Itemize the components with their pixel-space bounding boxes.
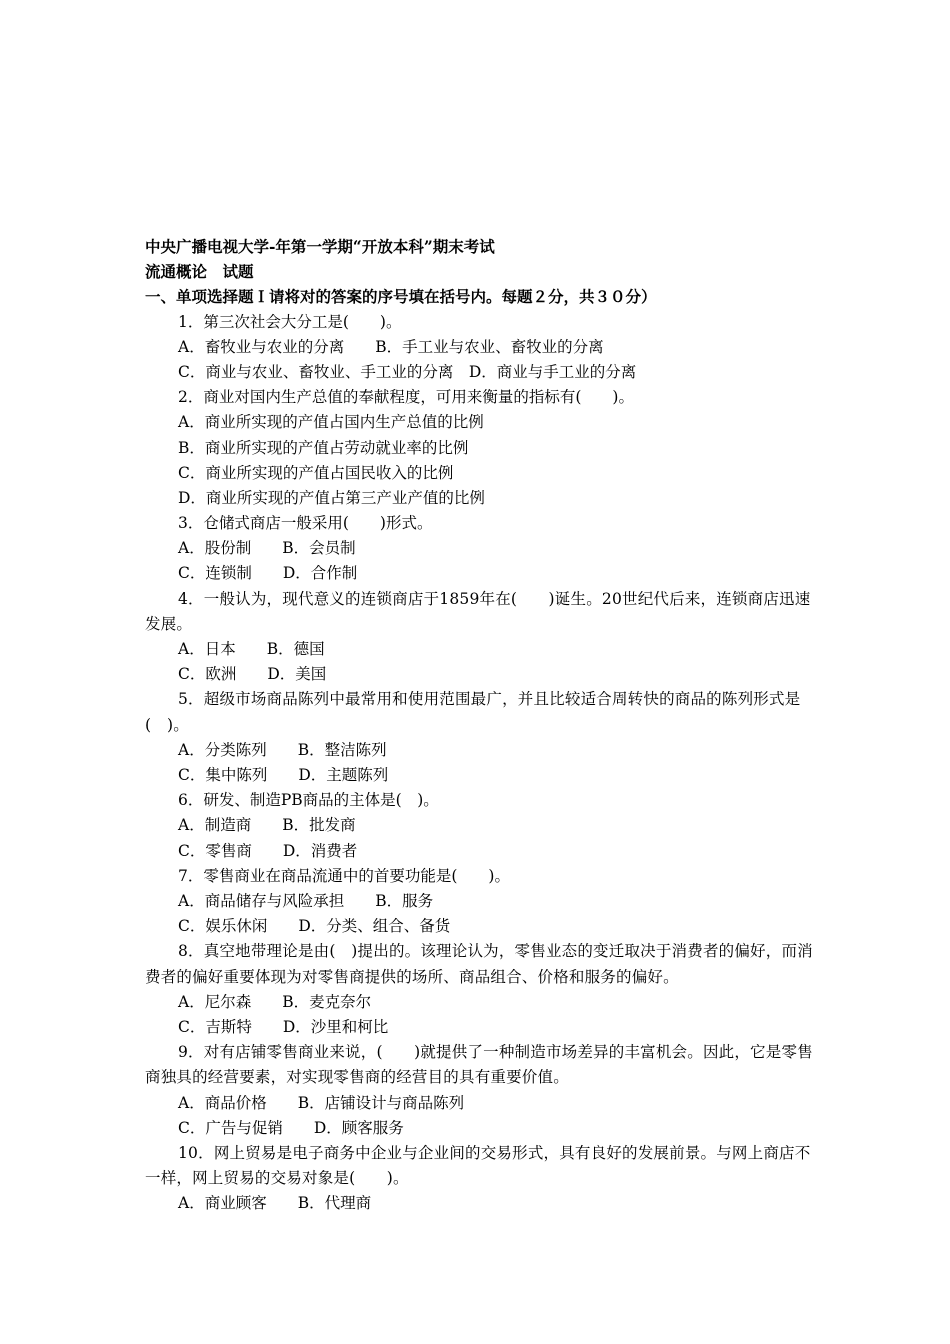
- question-8-options-row-1: A．尼尔森 B．麦克奈尔: [178, 992, 372, 1011]
- question-10-options-row-1: A．商业顾客 B．代理商: [178, 1194, 372, 1213]
- question-9-stem: 9．对有店铺零售商业来说，( )就提供了一种制造市场差异的丰富机会。因此，它是零售商独具的经营要素，对实现零售商的经营目的具有重要价值。: [145, 1043, 813, 1087]
- section-heading: 一、单项选择题Ｉ请将对的答案的序号填在括号内。每题２分，共３０分）: [145, 287, 657, 307]
- question-6-stem: 6．研发、制造PB商品的主体是( )。: [178, 791, 439, 810]
- question-10-stem: 10．网上贸易是电子商务中企业与企业间的交易形式，具有良好的发展前景。与网上商店不一样，网上贸易的交易对象是( )。: [145, 1143, 811, 1188]
- question-9-options-row-1: A．商品价格 B．店铺设计与商品陈列: [178, 1093, 465, 1112]
- question-7-stem: 7．零售商业在商品流通中的首要功能是( )。: [178, 866, 510, 885]
- question-9-options-row-2: C．广告与促销 D．顾客服务: [178, 1118, 404, 1137]
- question-4-stem: 4．一般认为，现代意义的连锁商店于1859年在( )诞生。20世纪代后来，连锁商店迅速发展。: [145, 589, 811, 633]
- question-6-options-row-1: A．制造商 B．批发商: [178, 816, 356, 835]
- question-5-options-row-2: C．集中陈列 D．主题陈列: [178, 766, 389, 784]
- question-2-stem: 2．商业对国内生产总值的奉献程度，可用来衡量的指标有( )。: [178, 388, 634, 407]
- question-8-options-row-2: C．吉斯特 D．沙里和柯比: [178, 1017, 389, 1036]
- question-3-options-row-1: A．股份制 B．会员制: [178, 539, 356, 558]
- question-4-options-row-2: C．欧洲 D．美国: [178, 665, 327, 684]
- question-1-options-row-1: A．畜牧业与农业的分离 B．手工业与农业、畜牧业的分离: [178, 337, 604, 356]
- exam-title: 中央广播电视大学-年第一学期“开放本科”期末考试: [145, 237, 495, 256]
- question-4-options-row-1: A．日本 B．德国: [178, 640, 325, 659]
- question-3-options-row-2: C．连锁制 D．合作制: [178, 564, 358, 583]
- question-7-options-row-1: A．商品储存与风险承担 B．服务: [178, 891, 434, 910]
- exam-page: [145, 234, 825, 1216]
- question-8-stem: 8．真空地带理论是由( )提出的。该理论认为，零售业态的变迁取决于消费者的偏好，而消费者的偏好重要体现为对零售商提供的场所、商品组合、价格和服务的偏好。: [145, 942, 813, 986]
- question-6-options-row-2: C．零售商 D．消费者: [178, 841, 358, 860]
- exam-subtitle: 流通概论 试题: [145, 262, 254, 282]
- question-2-options-row-1: A．商业所实现的产值占国内生产总值的比例: [178, 413, 484, 432]
- question-2-options-row-2: B．商业所实现的产值占劳动就业率的比例: [178, 438, 469, 457]
- question-2-options-row-4: D．商业所实现的产值占第三产业产值的比例: [178, 488, 485, 507]
- question-3-stem: 3．仓储式商店一般采用( )形式。: [178, 514, 433, 533]
- question-2-options-row-3: C．商业所实现的产值占国民收入的比例: [178, 463, 454, 482]
- question-5-stem: 5．超级市场商品陈列中最常用和使用范围最广，并且比较适合周转快的商品的陈列形式是( )。: [145, 690, 801, 734]
- question-1-stem: 1．第三次社会大分工是( )。: [178, 312, 402, 331]
- question-7-options-row-2: C．娱乐休闲 D．分类、组合、备货: [178, 917, 451, 936]
- question-5-options-row-1: A．分类陈列 B．整洁陈列: [178, 740, 387, 759]
- question-1-options-row-2: C．商业与农业、畜牧业、手工业的分离 D．商业与手工业的分离: [178, 362, 637, 381]
